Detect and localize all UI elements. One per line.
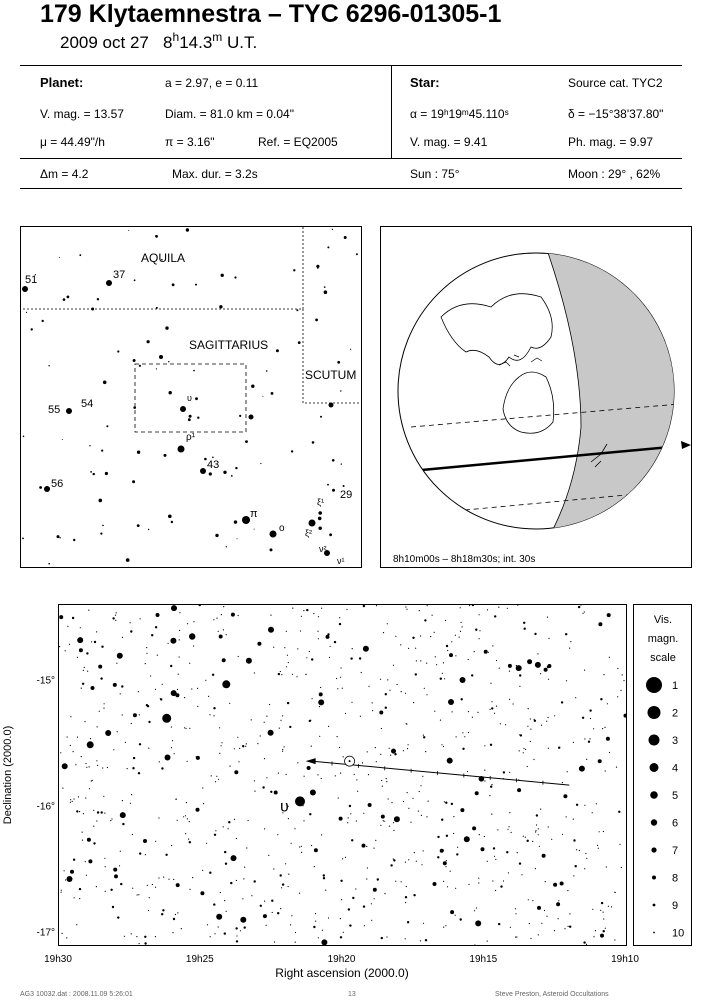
finder-bright-star <box>242 516 250 524</box>
finder-star <box>324 286 326 288</box>
finder-star <box>223 471 226 474</box>
finder-star <box>57 535 60 538</box>
finder-star <box>48 563 50 565</box>
moon-info: Moon : 29° , 62% <box>568 167 661 181</box>
star-source: Source cat. TYC2 <box>568 76 663 90</box>
x-axis-ticks <box>44 954 639 965</box>
x-tick-label: 19h10 <box>611 954 639 965</box>
finder-star <box>193 370 195 372</box>
legend-magnitude-dot <box>653 904 656 907</box>
star-label-xi1: ξ¹ <box>317 497 325 507</box>
finder-star <box>195 284 197 286</box>
finder-star <box>26 312 27 313</box>
finder-star <box>105 472 108 475</box>
finder-star <box>97 298 99 300</box>
y-axis-label: Declination (2000.0) <box>2 725 14 825</box>
finder-star <box>327 246 329 248</box>
legend-items <box>646 677 684 940</box>
finder-star <box>148 529 149 530</box>
finder-star <box>312 441 315 444</box>
finder-star <box>266 370 268 372</box>
finder-star <box>165 326 168 329</box>
finder-bright-star <box>200 468 206 474</box>
table-divider <box>391 66 392 158</box>
finder-star <box>195 397 198 400</box>
finder-star <box>234 520 237 523</box>
time-scale: U.T. <box>222 33 258 52</box>
finder-star <box>293 269 295 271</box>
finder-star <box>262 396 263 397</box>
finder-star <box>128 230 129 231</box>
legend-magnitude-label: 9 <box>672 900 679 912</box>
table-mid-rule <box>20 158 682 159</box>
planet-motion: μ = 44.49"/h <box>40 135 105 149</box>
finder-star <box>134 279 136 281</box>
finder-star <box>350 349 351 350</box>
finder-star <box>169 391 172 394</box>
star-label-43: 43 <box>207 459 220 471</box>
finder-bright-star <box>249 415 254 420</box>
table-top-rule <box>20 65 682 66</box>
footer-right: Steve Preston, Asteroid Occultations <box>495 991 609 998</box>
finder-star <box>329 533 332 536</box>
planet-ref: Ref. = EQ2005 <box>258 135 338 149</box>
finder-star <box>251 385 254 388</box>
finder-star <box>276 349 279 352</box>
label-aquila: AQUILA <box>141 251 186 265</box>
legend-magnitude-dot <box>650 791 658 799</box>
finder-star <box>324 290 328 294</box>
finder-star <box>126 558 130 562</box>
finder-bright-star <box>66 408 72 414</box>
finder-bright-star <box>106 280 112 286</box>
finder-star <box>245 440 248 443</box>
finder-star <box>332 459 335 462</box>
finder-star <box>189 415 192 418</box>
finder-star <box>137 524 140 527</box>
finder-star <box>327 484 329 486</box>
legend-magnitude-dot <box>651 847 656 852</box>
legend-magnitude-label: 5 <box>672 790 679 802</box>
finder-star <box>226 546 227 547</box>
finder-star <box>59 257 60 258</box>
finder-star <box>318 517 322 521</box>
minute-unit: m <box>212 30 223 44</box>
star-label-56: 56 <box>51 478 64 490</box>
finder-star <box>315 319 318 322</box>
finder-star <box>186 228 189 231</box>
boundary-aquila <box>21 227 303 309</box>
finder-star <box>317 267 319 269</box>
finder-star <box>133 359 136 362</box>
finder-star <box>99 499 103 503</box>
star-dec: δ = −15°38'37.80" <box>568 107 664 121</box>
star-label-upsilon: υ <box>187 393 192 403</box>
y-tick-label: -17° <box>36 927 55 939</box>
finder-star <box>22 538 24 540</box>
legend-magnitude-dot <box>652 876 656 880</box>
finder-star <box>212 457 214 459</box>
x-tick-label: 19h15 <box>469 954 498 965</box>
footer-page: 13 <box>348 991 356 998</box>
star-label-54: 54 <box>81 398 94 410</box>
legend-magnitude-dot <box>646 677 662 693</box>
star-phmag: Ph. mag. = 9.97 <box>568 135 654 149</box>
event-date: 2009 oct 27 <box>60 33 149 52</box>
finder-star <box>132 480 135 483</box>
y-tick-label: -15° <box>36 675 55 687</box>
planet-parallax: π = 3.16" <box>165 135 215 149</box>
legend-title-1: Vis. <box>653 614 673 626</box>
chart-axes <box>0 590 640 1000</box>
finder-star <box>319 527 322 530</box>
finder-star <box>90 471 92 473</box>
legend-magnitude-label: 10 <box>672 927 685 940</box>
finder-star <box>235 467 237 469</box>
sun-elongation: Sun : 75° <box>410 167 460 181</box>
finder-star <box>254 529 255 530</box>
boundary-scutum <box>303 309 361 403</box>
x-tick-label: 19h25 <box>185 954 214 965</box>
delta-mag: Δm = 4.2 <box>40 167 89 181</box>
finder-star <box>93 473 95 475</box>
finder-star <box>156 368 157 369</box>
finder-star <box>219 305 222 308</box>
planet-vmag: V. mag. = 13.57 <box>40 107 124 121</box>
legend-svg <box>634 605 691 945</box>
legend-title-2: magn. <box>647 633 679 645</box>
finder-star <box>48 365 49 366</box>
finder-bright-star <box>22 286 28 292</box>
star-label-55: 55 <box>48 404 61 416</box>
x-tick-label: 19h30 <box>44 954 72 965</box>
table-bottom-rule <box>20 188 682 189</box>
finder-star <box>296 309 298 311</box>
planet-diameter: Diam. = 81.0 km = 0.04" <box>165 107 294 121</box>
legend-magnitude-label: 7 <box>672 845 679 857</box>
finder-star <box>101 450 103 452</box>
finder-star <box>42 320 44 322</box>
star-label-rho1: ρ¹ <box>186 432 196 443</box>
finder-star <box>356 253 358 255</box>
finder-star <box>117 350 119 352</box>
event-datetime <box>60 30 258 53</box>
finder-star <box>23 436 25 438</box>
star-label-omicron: o <box>279 523 285 534</box>
finder-star <box>270 548 273 551</box>
legend-magnitude-label: 4 <box>672 762 679 775</box>
finder-star <box>103 381 107 385</box>
finder-star <box>67 296 70 299</box>
legend-magnitude-dot <box>649 735 660 746</box>
finder-star <box>231 475 233 477</box>
legend-magnitude-dot <box>651 819 657 825</box>
page-title: 179 Klytaemnestra – TYC 6296-01305-1 <box>40 0 502 28</box>
max-duration: Max. dur. = 3.2s <box>172 167 258 181</box>
finder-star <box>291 450 293 452</box>
finder-star <box>31 328 33 330</box>
label-scutum: SCUTUM <box>305 368 357 382</box>
finder-star <box>155 235 158 238</box>
finder-star <box>139 365 141 367</box>
finder-star <box>47 487 50 490</box>
finder-star <box>344 236 347 239</box>
finder-star <box>340 390 341 391</box>
star-header: Star: <box>410 75 440 90</box>
finder-star <box>188 418 191 421</box>
finder-star <box>59 537 60 538</box>
finder-star <box>137 451 140 454</box>
legend-magnitude-label: 6 <box>672 817 679 830</box>
x-axis-label: Right ascension (2000.0) <box>275 966 409 980</box>
finder-star <box>171 521 173 523</box>
finder-star <box>89 445 90 446</box>
finder-star <box>260 463 261 464</box>
star-label-51: 51 <box>25 274 38 286</box>
finder-star <box>320 416 322 418</box>
finder-star <box>332 489 335 492</box>
star-label-nu2: ν² <box>319 544 327 554</box>
path-arrowhead <box>681 441 691 449</box>
chart-star-label-upsilon: υ <box>280 798 289 816</box>
star-label-nu1: ν¹ <box>337 556 345 566</box>
finder-star <box>62 439 63 440</box>
legend-title-3: scale <box>650 652 676 664</box>
finder-bright-star <box>178 446 185 453</box>
hour-unit: h <box>172 30 180 44</box>
finder-star <box>197 417 199 419</box>
finder-star <box>102 525 104 527</box>
globe-caption: 8h10m00s – 8h18m30s; int. 30s <box>393 554 536 565</box>
globe-panel <box>380 226 692 568</box>
finder-bright-star <box>159 355 163 359</box>
legend-magnitude-label: 1 <box>672 680 679 692</box>
footer-left: AG3 10032.dat : 2008.11.09 5:26:01 <box>20 991 133 998</box>
finder-star <box>337 361 340 364</box>
finder-star <box>332 229 333 230</box>
legend-magnitude-dot <box>650 763 659 772</box>
legend-magnitude-dot <box>648 706 661 719</box>
legend-magnitude-dot <box>653 932 655 934</box>
finder-star <box>73 539 75 541</box>
y-tick-label: -16° <box>36 801 55 813</box>
finder-star <box>234 276 236 278</box>
finder-star <box>341 463 342 464</box>
star-label-37: 37 <box>113 269 126 281</box>
finder-star <box>63 298 66 301</box>
finder-star <box>100 533 102 535</box>
finder-bright-star <box>180 406 186 412</box>
finder-star <box>237 538 238 539</box>
legend-magnitude-label: 2 <box>672 707 679 720</box>
continent-pacific-islands <box>626 267 648 292</box>
globe-svg <box>381 227 691 567</box>
star-ra: α = 19ʰ19ᵐ45.110ˢ <box>410 107 509 121</box>
finder-star <box>168 515 172 519</box>
finder-chart <box>20 226 362 568</box>
finder-star <box>318 511 322 515</box>
finder-star <box>147 340 150 343</box>
finder-star <box>209 472 212 475</box>
planet-header: Planet: <box>40 75 84 90</box>
finder-star <box>271 392 274 395</box>
y-axis-ticks <box>37 676 55 939</box>
finder-bright-star <box>309 520 316 527</box>
event-minute: 14.3 <box>179 33 213 52</box>
star-label-29: 29 <box>340 489 353 501</box>
finder-star <box>215 534 218 537</box>
finder-star <box>221 274 224 277</box>
finder-star <box>239 415 241 417</box>
finder-star <box>168 361 169 362</box>
planet-orbit: a = 2.97, e = 0.11 <box>165 76 259 90</box>
finder-star <box>106 425 108 427</box>
finder-star <box>172 283 175 286</box>
finder-star <box>164 454 167 457</box>
finder-star <box>343 485 345 487</box>
star-label-xi2: ξ² <box>305 528 313 538</box>
event-hour: 8 <box>163 33 173 52</box>
star-vmag: V. mag. = 9.41 <box>410 135 488 149</box>
finder-star <box>39 486 42 489</box>
legend-magnitude-label: 3 <box>672 735 679 747</box>
finder-svg <box>21 227 361 567</box>
finder-bright-star <box>270 531 277 538</box>
finder-star <box>298 341 301 344</box>
label-sagittarius: SAGITTARIUS <box>189 338 269 352</box>
legend-magnitude-label: 8 <box>672 872 679 885</box>
x-tick-label: 19h20 <box>327 954 356 965</box>
star-label-pi: π <box>250 508 258 520</box>
finder-star <box>79 254 81 256</box>
magnitude-legend <box>633 604 692 946</box>
